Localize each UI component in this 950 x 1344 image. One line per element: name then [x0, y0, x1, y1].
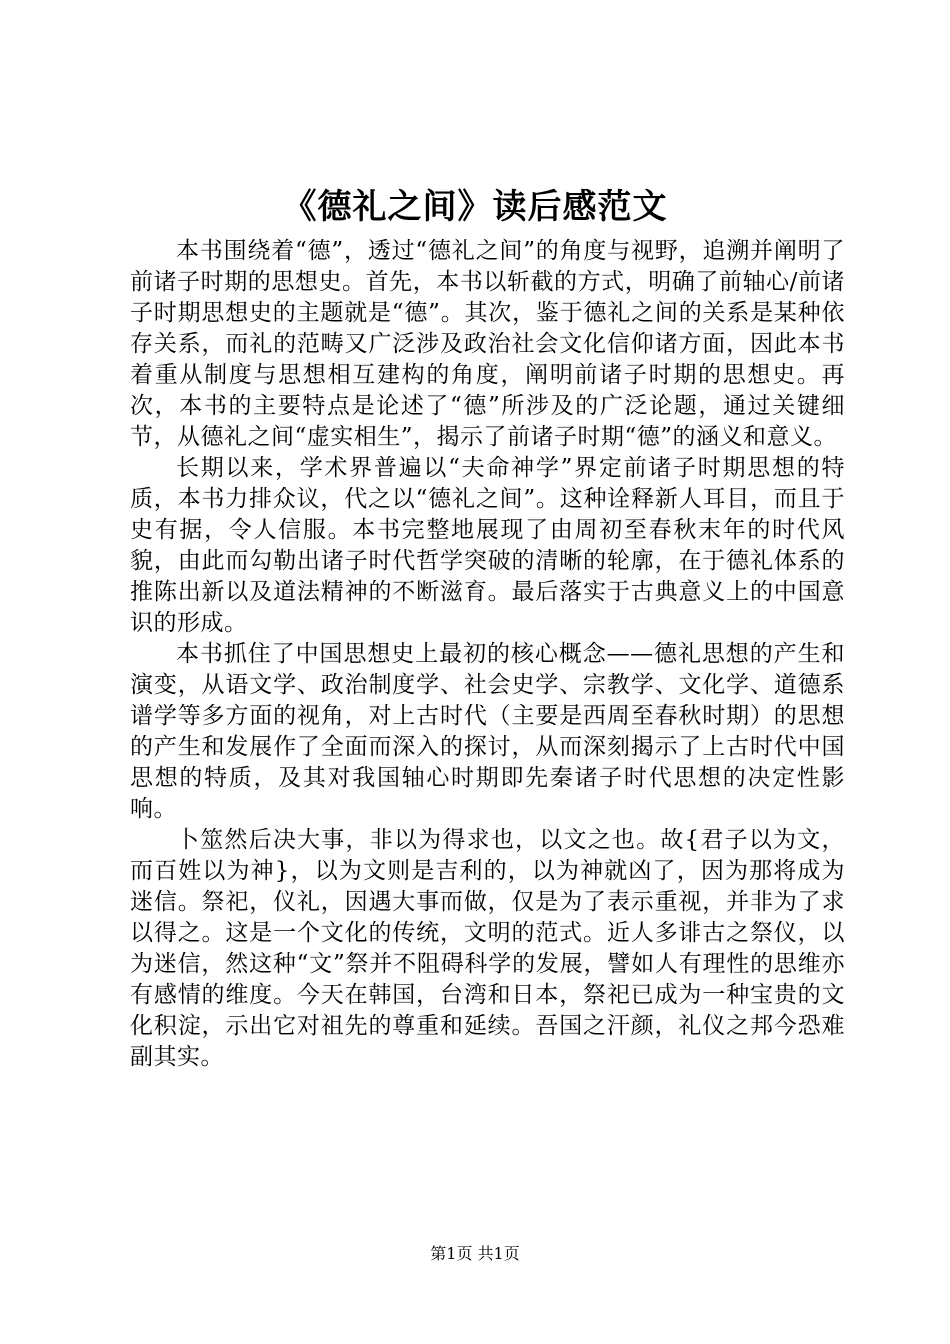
- page-footer: 第1页 共1页: [430, 1244, 520, 1263]
- document-body: [130, 236, 845, 1073]
- paragraph-2: 长期以来，学术界普遍以“夫命神学”界定前诸子时期思想的特质，本书力排众议，代之以“德礼之间”。这种诠释新人耳目，而且于史有据，令人信服。本书完整地展现了由周初至春秋末年的时代风貌，由此而勾勒出诸子时代哲学突破的清晰的轮廓，在于德礼体系的推陈出新以及道法精神的不断滋育。最后落实于古典意义上的中国意识的形成。: [130, 455, 845, 636]
- paragraph-4: 卜筮然后决大事，非以为得求也，以文之也。故{君子以为文，而百姓以为神}，以为文则是吉利的，以为神就凶了，因为那将成为迷信。祭祀，仪礼，因遇大事而做，仅是为了表示重视，并非为了求以得之。这是一个文化的传统，文明的范式。近人多诽古之祭仪，以为迷信，然这种“文”祭并不阻碍科学的发展，譬如人有理性的思维亦有感情的维度。今天在韩国，台湾和日本，祭祀已成为一种宝贵的文化积淀，示出它对祖先的尊重和延续。吾国之汗颜，礼仪之邦今恐难副其实。: [130, 827, 845, 1070]
- paragraph-1: 本书围绕着“德”，透过“德礼之间”的角度与视野，追溯并阐明了前诸子时期的思想史。首先，本书以斩截的方式，明确了前轴心/前诸子时期思想史的主题就是“德”。其次，鉴于德礼之间的关系是某种依存关系，而礼的范畴又广泛涉及政治社会文化信仰诸方面，因此本书着重从制度与思想相互建构的角度，阐明前诸子时期的思想史。再次，本书的主要特点是论述了“德”所涉及的广泛论题，通过关键细节，从德礼之间“虚实相生”，揭示了前诸子时期“德”的涵义和意义。: [130, 238, 845, 450]
- paragraph-3: 本书抓住了中国思想史上最初的核心概念——德礼思想的产生和演变，从语文学、政治制度学、社会史学、宗教学、文化学、道德系谱学等多方面的视角，对上古时代（主要是西周至春秋时期）的思想的产生和发展作了全面而深入的探讨，从而深刻揭示了上古时代中国思想的特质，及其对我国轴心时期即先秦诸子时代思想的决定性影响。: [130, 641, 845, 822]
- document-title: 《德礼之间》读后感范文: [282, 187, 668, 227]
